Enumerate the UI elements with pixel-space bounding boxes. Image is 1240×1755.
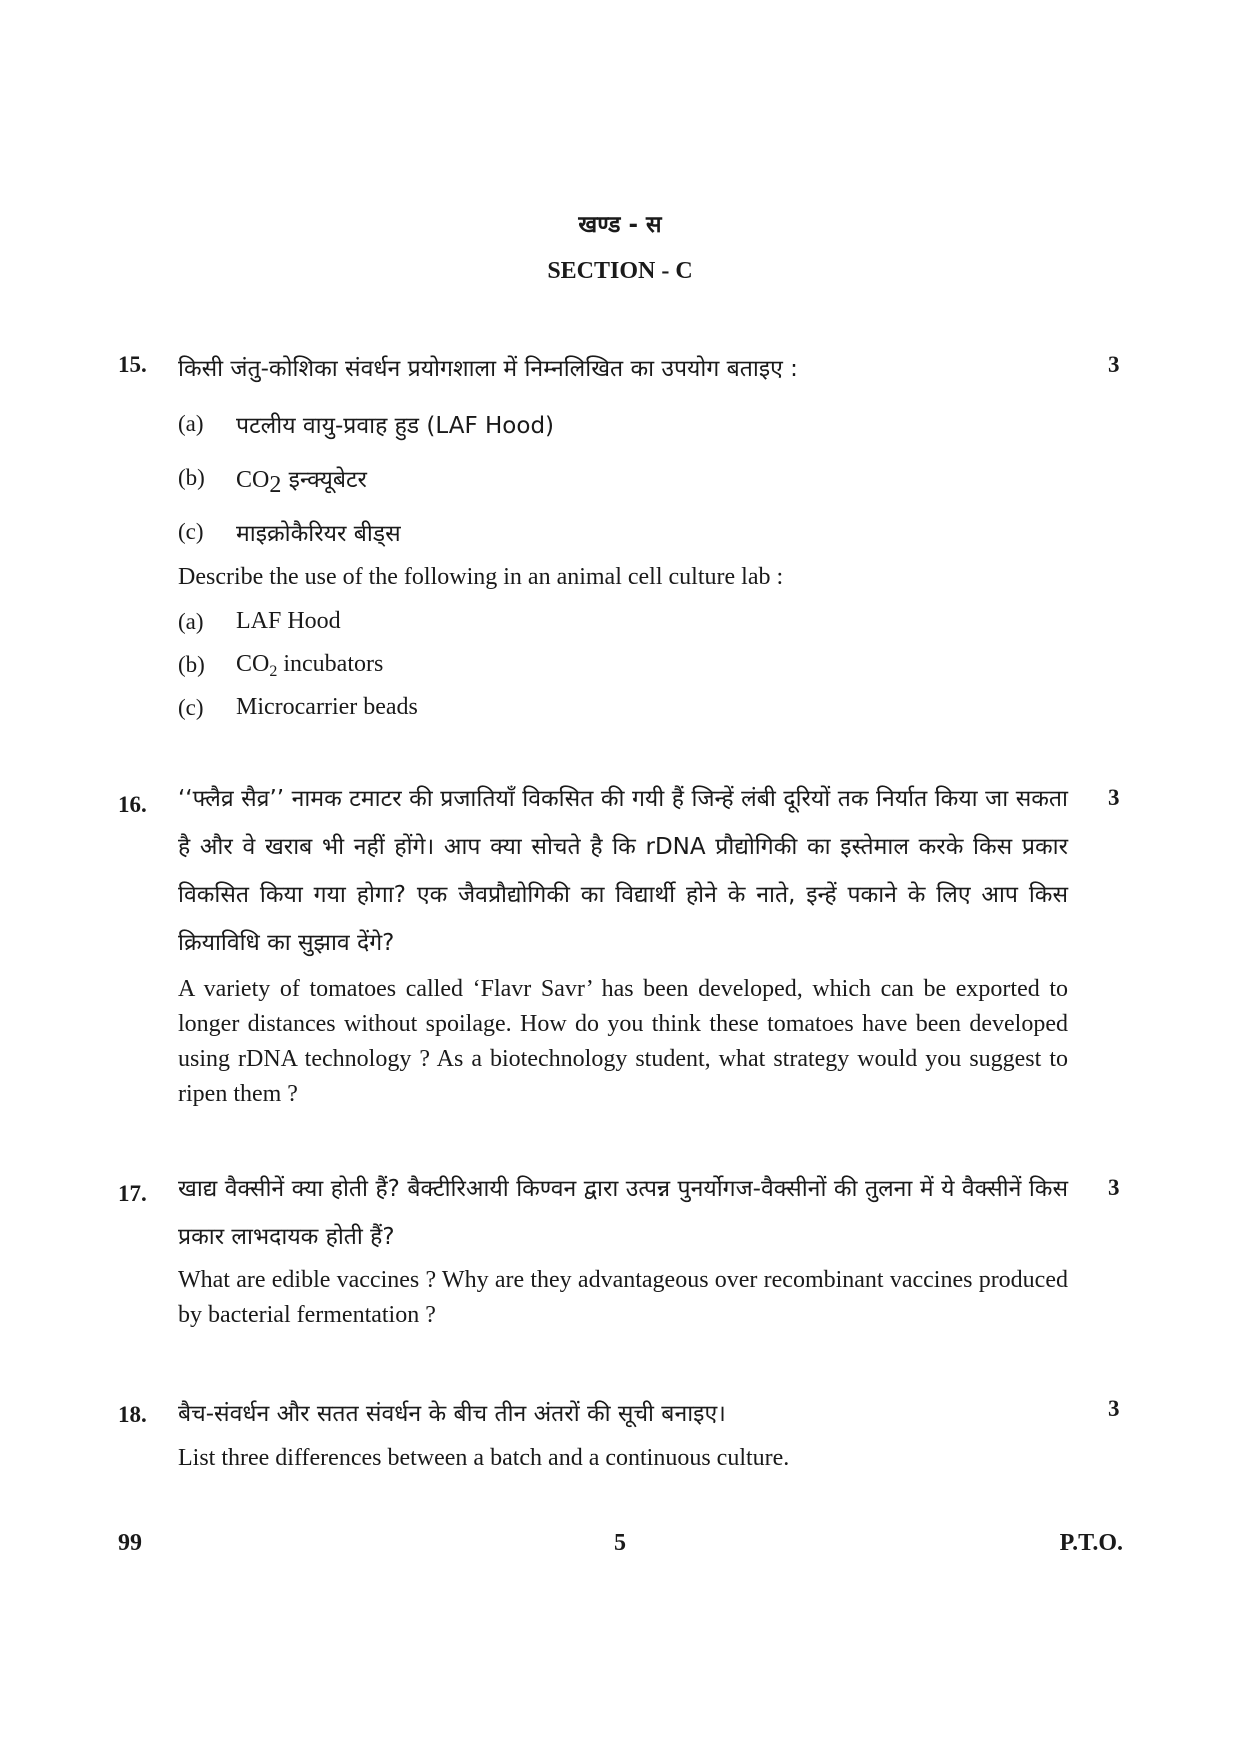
- option-text: LAF Hood: [236, 608, 341, 634]
- question-hindi-text: ‘‘फ्लैव्र सैव्र’’ नामक टमाटर की प्रजातियाँ विकसित की गयी हैं जिन्हें लंबी दूरियों तक निर्यात किया जा सकता है और वे खराब भी नहीं होंगे। आप क्या सोचते है कि rDNA प्रौद्योगिकी का इस्तेमाल करके किस प्रकार विकसित किया गया होगा? एक जैवप्रौद्योगिकी का विद्यार्थी होने के नाते, इन्हें पकाने के लिए आप किस क्रियाविधि का सुझाव देंगे?: [178, 786, 1068, 956]
- section-english-title: SECTION - C: [547, 258, 693, 284]
- subscript: 2: [269, 472, 282, 498]
- question-hindi-text: बैच-संवर्धन और सतत संवर्धन के बीच तीन अंतरों की सूची बनाइए।: [178, 1401, 726, 1427]
- option-label: (c): [178, 519, 204, 544]
- paper-code: 99: [118, 1530, 142, 1556]
- option-label: (a): [178, 411, 204, 436]
- co2-formula: CO: [236, 467, 270, 493]
- option-text: [236, 462, 367, 498]
- question-hindi-text: किसी जंतु-कोशिका संवर्धन प्रयोगशाला में निम्नलिखित का उपयोग बताइए :: [178, 356, 798, 382]
- option-label: (c): [178, 695, 204, 720]
- question-marks: 3: [1108, 785, 1120, 810]
- pto-label: P.T.O.: [1059, 1530, 1123, 1556]
- option-text: [236, 651, 383, 678]
- subscript: 2: [269, 663, 278, 680]
- question-number: 17.: [118, 1181, 147, 1206]
- section-hindi-title: खण्ड - स: [578, 212, 662, 238]
- option-label: (b): [178, 465, 205, 490]
- question-marks: 3: [1108, 352, 1120, 377]
- question-number: 18.: [118, 1402, 147, 1427]
- question-english-text: List three differences between a batch and a continuous culture.: [178, 1445, 790, 1471]
- co2-formula: CO: [236, 651, 270, 677]
- question-english-text: A variety of tomatoes called ‘Flavr Savr’ has been developed, which can be exported to longer distances without spoilage. How do you think these tomatoes have been developed using rDNA technology ? As a biotechnology student, what strategy would you suggest to ripen them ?: [178, 976, 1068, 1107]
- question-number: 16.: [118, 792, 147, 817]
- option-text-rest: incubators: [277, 651, 384, 677]
- option-text-rest: इन्क्यूबेटर: [281, 467, 367, 493]
- option-label: (b): [178, 652, 205, 677]
- option-text: माइक्रोकैरियर बीड्स: [236, 521, 401, 547]
- option-text: Microcarrier beads: [236, 694, 418, 720]
- question-hindi-text: खाद्य वैक्सीनें क्या होती हैं? बैक्टीरिआयी किण्वन द्वारा उत्पन्न पुनर्योगज-वैक्सीनों की तुलना में ये वैक्सीनें किस प्रकार लाभदायक होती हैं?: [178, 1176, 1068, 1250]
- page-number: 5: [614, 1530, 626, 1556]
- option-label: (a): [178, 609, 204, 634]
- question-marks: 3: [1108, 1175, 1120, 1200]
- question-number: 15.: [118, 352, 147, 377]
- question-english-text: Describe the use of the following in an animal cell culture lab :: [178, 564, 784, 590]
- option-text: पटलीय वायु-प्रवाह हुड (LAF Hood): [236, 413, 555, 439]
- question-english-text: What are edible vaccines ? Why are they advantageous over recombinant vaccines produced by bacterial fermentation ?: [178, 1267, 1068, 1328]
- question-marks: 3: [1108, 1396, 1120, 1421]
